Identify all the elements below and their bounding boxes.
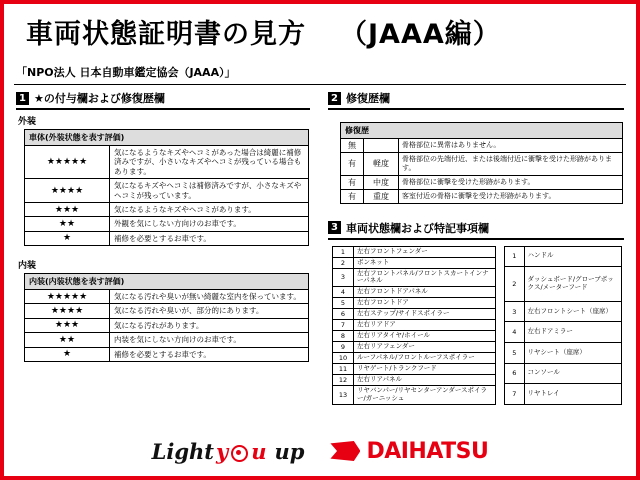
part-no: 7 xyxy=(505,384,525,405)
table-row xyxy=(505,267,622,302)
table-row xyxy=(25,290,309,304)
header-divider xyxy=(14,84,626,85)
table-row xyxy=(333,257,496,268)
table-row xyxy=(341,153,623,176)
table-row xyxy=(25,217,309,231)
interior-label: 内装 xyxy=(18,261,37,271)
table-row xyxy=(341,189,623,203)
section-1 xyxy=(16,90,316,362)
rating-stars: ★★ xyxy=(25,333,110,347)
daihatsu-wordmark: DAIHATSU xyxy=(366,438,489,464)
table-row xyxy=(25,347,309,361)
table-row xyxy=(333,287,496,298)
parts-lists xyxy=(332,246,630,405)
interior-evaluation-table xyxy=(24,273,309,362)
table-row xyxy=(333,320,496,331)
logo-text-u: u xyxy=(251,438,267,464)
rating-stars: ★ xyxy=(25,231,110,245)
part-name: ダッシュボード/グローブボックス/メーターフード xyxy=(524,267,621,302)
part-no: 2 xyxy=(505,267,525,302)
part-name: 左右ドアミラー xyxy=(524,322,621,343)
section-1-number: 1 xyxy=(16,92,29,105)
repair-flag: 有 xyxy=(341,175,364,189)
part-name: コンソール xyxy=(524,363,621,384)
table-row xyxy=(333,246,496,257)
part-name: 左右リアタイヤ/ホイール xyxy=(354,331,496,342)
section-3-number: 3 xyxy=(328,221,341,234)
part-name: 左右フロントフェンダー xyxy=(354,246,496,257)
section-3-title: 車両状態欄および特記事項欄 xyxy=(346,221,489,235)
part-no: 10 xyxy=(333,353,354,364)
part-name: リヤシート（座席） xyxy=(524,342,621,363)
part-name: ボンネット xyxy=(354,257,496,268)
section-2-header xyxy=(328,90,624,110)
table-row xyxy=(505,322,622,343)
part-no: 11 xyxy=(333,364,354,375)
rating-stars: ★★★ xyxy=(25,318,110,332)
section-3 xyxy=(328,220,630,405)
rating-desc: 補修を必要とするお車です。 xyxy=(110,231,309,245)
rating-desc: 内装を気にしない方向けのお車です。 xyxy=(110,333,309,347)
part-no: 12 xyxy=(333,375,354,386)
table-row xyxy=(25,231,309,245)
repair-flag: 無 xyxy=(341,139,364,153)
table-row xyxy=(25,318,309,332)
logo-text-light: Light xyxy=(151,438,215,464)
table-row xyxy=(25,179,309,203)
section-3-header xyxy=(328,220,624,240)
table-row xyxy=(25,202,309,216)
logo-text-up: up xyxy=(274,438,305,464)
rating-stars: ★★★★ xyxy=(25,179,110,203)
part-no: 4 xyxy=(505,322,525,343)
table-row xyxy=(333,298,496,309)
table-row xyxy=(333,309,496,320)
rating-stars: ★★★★ xyxy=(25,304,110,318)
part-no: 1 xyxy=(333,246,354,257)
part-no: 7 xyxy=(333,320,354,331)
repair-table-header: 修復歴 xyxy=(341,123,623,139)
interior-parts-table xyxy=(504,246,622,405)
rating-desc: 外観を気にしない方向けのお車です。 xyxy=(110,217,309,231)
table-row xyxy=(505,384,622,405)
table-row xyxy=(505,301,622,322)
table-header-row xyxy=(25,130,309,146)
page-title-sub: （JAAA編） xyxy=(340,19,501,50)
rating-stars: ★★★★★ xyxy=(25,290,110,304)
part-no: 1 xyxy=(505,246,525,267)
part-name: リヤゲート/トランクフード xyxy=(354,364,496,375)
table-row xyxy=(341,139,623,153)
table-header-row xyxy=(25,274,309,290)
part-name: リヤバンパー/リヤセンターアンダースポイラー/ガーニッシュ xyxy=(354,386,496,405)
repair-desc: 骨格部位に異常はありません。 xyxy=(399,139,623,153)
section-2-number: 2 xyxy=(328,92,341,105)
page-title xyxy=(26,12,501,51)
part-no: 9 xyxy=(333,342,354,353)
part-no: 4 xyxy=(333,287,354,298)
rating-stars: ★★★ xyxy=(25,202,110,216)
table-row xyxy=(333,364,496,375)
rating-desc: 気になるようなキズやヘコミがあります。 xyxy=(110,202,309,216)
page-title-main: 車両状態証明書の見方 xyxy=(26,19,306,50)
part-no: 6 xyxy=(505,363,525,384)
part-no: 5 xyxy=(505,342,525,363)
repair-history-table xyxy=(340,122,623,204)
repair-degree: 中度 xyxy=(364,175,399,189)
table-row xyxy=(333,353,496,364)
rating-stars: ★★ xyxy=(25,217,110,231)
table-row xyxy=(25,146,309,179)
rating-desc: 気になる汚れや臭いが無い綺麗な室内を保っています。 xyxy=(110,290,309,304)
section-1-header xyxy=(16,90,310,110)
table-row xyxy=(333,268,496,287)
repair-desc: 客室付近の骨格に衝撃を受けた形跡があります。 xyxy=(399,189,623,203)
part-name: ルーフパネル/フロントルーフスポイラー xyxy=(354,353,496,364)
table-row xyxy=(505,363,622,384)
repair-desc: 骨格部位に衝撃を受けた形跡があります。 xyxy=(399,175,623,189)
repair-degree xyxy=(364,139,399,153)
rating-desc: 気になるキズやヘコミは補修済みですが、小さなキズやヘコミが残っています。 xyxy=(110,179,309,203)
rating-desc: 気になる汚れや臭いが、部分的にあります。 xyxy=(110,304,309,318)
table-row xyxy=(333,342,496,353)
part-no: 6 xyxy=(333,309,354,320)
light-you-up-logo xyxy=(152,439,305,464)
rating-desc: 気になる汚れがあります。 xyxy=(110,318,309,332)
section-2-title: 修復歴欄 xyxy=(346,92,390,105)
part-no: 13 xyxy=(333,386,354,405)
part-name: 左右フロントシート（座席） xyxy=(524,301,621,322)
table-row xyxy=(25,333,309,347)
part-name: 左右フロントドアパネル xyxy=(354,287,496,298)
page-subtitle: 「NPO法人 日本自動車鑑定協会（JAAA）」 xyxy=(16,66,236,79)
part-name: リヤトレイ xyxy=(524,384,621,405)
rating-desc: 気になるようなキズやヘコミがあった場合は綺麗に補修済みですが、小さいなキズやヘコミが残っている場合もあります。 xyxy=(110,146,309,179)
table-header-row xyxy=(341,123,623,139)
logo-text-y: y xyxy=(216,438,229,464)
repair-degree: 重度 xyxy=(364,189,399,203)
repair-desc: 骨格部位の先端付近、または後端付近に衝撃を受けた形跡があります。 xyxy=(399,153,623,176)
daihatsu-logo xyxy=(330,439,488,464)
section-2 xyxy=(328,90,630,405)
part-name: ハンドル xyxy=(524,246,621,267)
part-name: 左右フロントドア xyxy=(354,298,496,309)
table-row xyxy=(333,331,496,342)
rating-stars: ★★★★★ xyxy=(25,146,110,179)
part-no: 3 xyxy=(333,268,354,287)
repair-flag: 有 xyxy=(341,153,364,176)
table-row xyxy=(25,304,309,318)
table-row xyxy=(333,375,496,386)
exterior-table-header: 車体(外装状態を表す評価) xyxy=(25,130,309,146)
part-no: 2 xyxy=(333,257,354,268)
part-name: 左右リアフェンダー xyxy=(354,342,496,353)
table-row xyxy=(333,386,496,405)
eye-icon xyxy=(231,445,248,462)
repair-flag: 有 xyxy=(341,189,364,203)
part-no: 8 xyxy=(333,331,354,342)
exterior-evaluation-table xyxy=(24,129,309,246)
interior-table-header: 内装(内装状態を表す評価) xyxy=(25,274,309,290)
rating-desc: 補修を必要とするお車です。 xyxy=(110,347,309,361)
table-row xyxy=(505,246,622,267)
part-name: 左右ステップ/サイドスポイラー xyxy=(354,309,496,320)
daihatsu-mark-icon xyxy=(330,441,360,461)
part-name: 左右リアパネル xyxy=(354,375,496,386)
page-footer xyxy=(4,426,636,476)
table-row xyxy=(341,175,623,189)
section-1-title: ★の付与欄および修復歴欄 xyxy=(34,92,165,105)
table-row xyxy=(505,342,622,363)
part-no: 5 xyxy=(333,298,354,309)
repair-degree: 軽度 xyxy=(364,153,399,176)
page-header xyxy=(4,4,636,60)
part-name: 左右フロントパネル/フロントスカートインナーパネル xyxy=(354,268,496,287)
part-no: 3 xyxy=(505,301,525,322)
exterior-label: 外装 xyxy=(18,117,37,127)
exterior-parts-table xyxy=(332,246,496,405)
rating-stars: ★ xyxy=(25,347,110,361)
part-name: 左右リアドア xyxy=(354,320,496,331)
